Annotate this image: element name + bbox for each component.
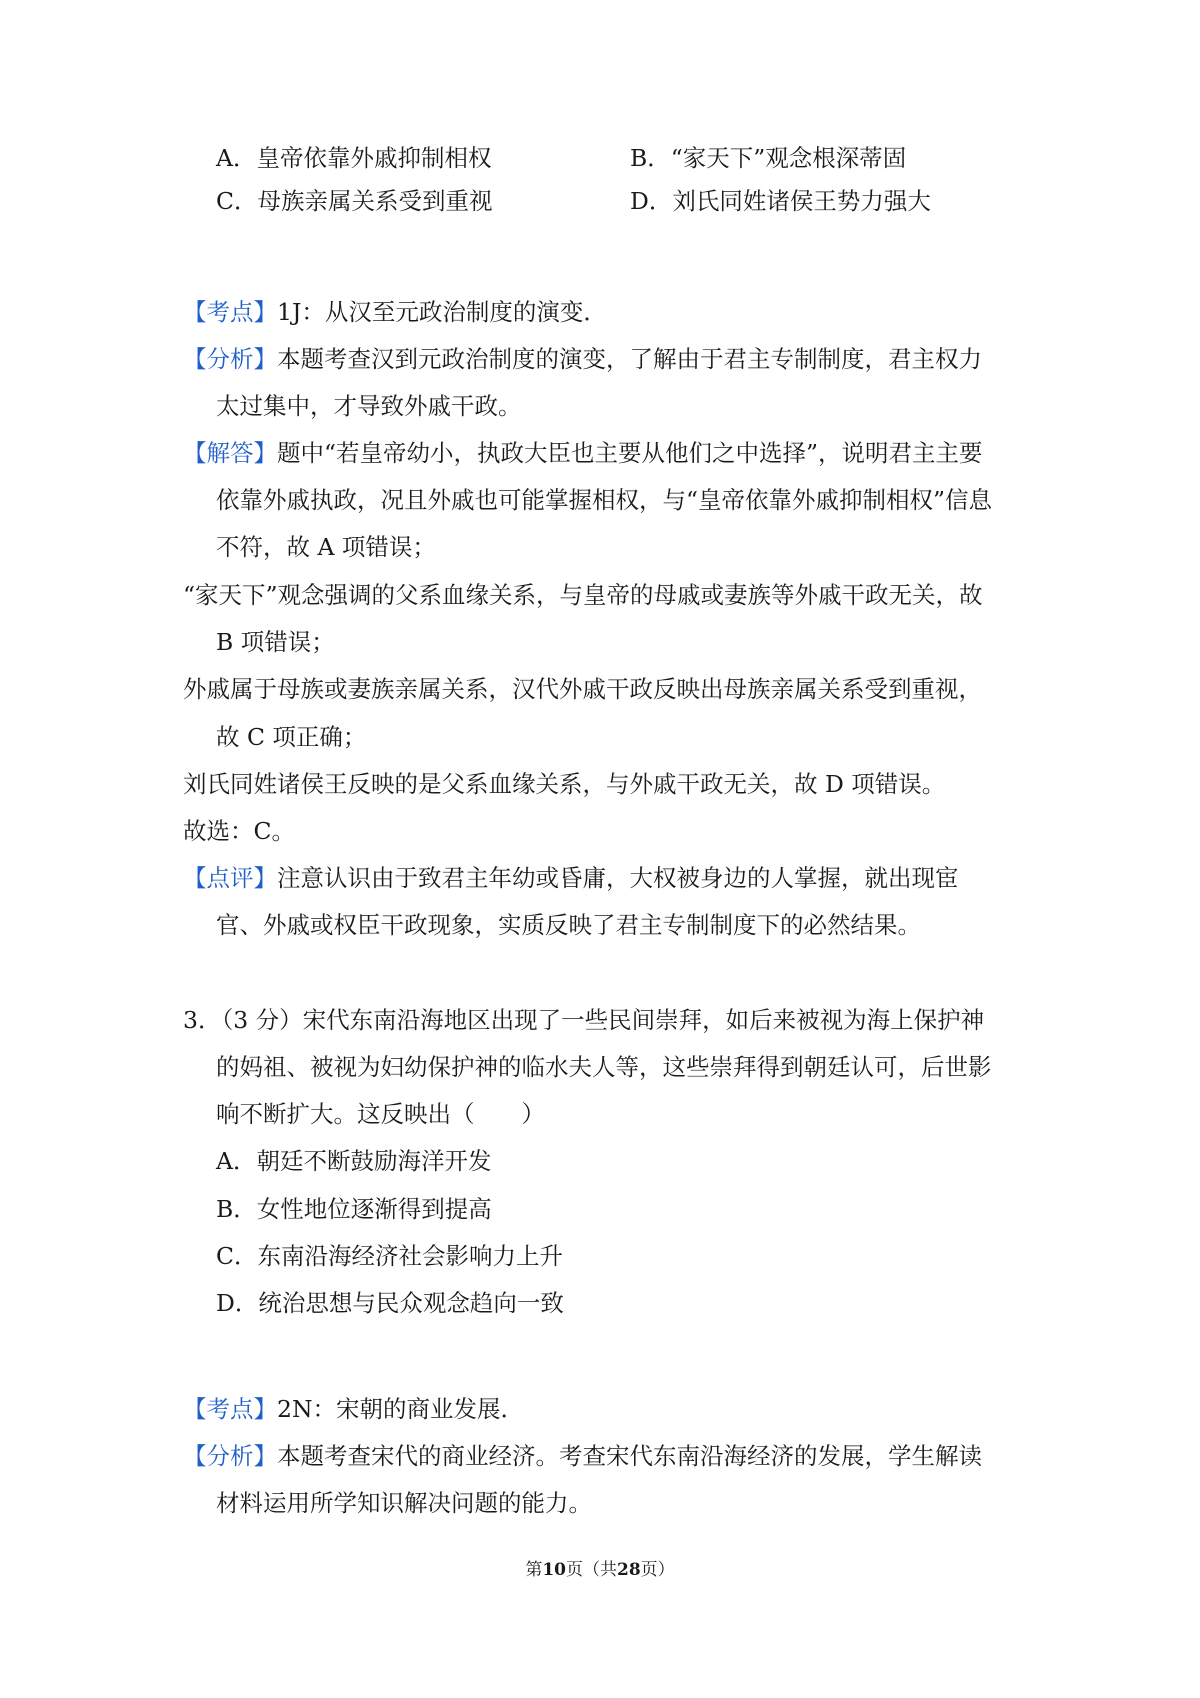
page-footer <box>0 1558 1200 1582</box>
q3-option-b: B．女性地位逐渐得到提高 <box>216 1195 492 1223</box>
q3-fenxi <box>183 1441 982 1471</box>
q2-jieda-line-2: 依靠外戚执政，况且外戚也可能掌握相权，与“皇帝依靠外戚抑制相权”信息 <box>216 486 993 514</box>
footer-prefix: 第 <box>525 1560 543 1580</box>
fenxi-line-1: 本题考查宋代的商业经济。考查宋代东南沿海经济的发展，学生解读 <box>277 1442 982 1470</box>
fenxi-line-1: 本题考查汉到元政治制度的演变，了解由于君主专制制度，君主权力 <box>277 345 982 373</box>
q2-fenxi-line-2: 太过集中，才导致外戚干政。 <box>216 392 522 420</box>
q3-stem-line-1: 3．（3 分）宋代东南沿海地区出现了一些民间崇拜，如后来被视为海上保护神 <box>183 1006 985 1034</box>
q2-jieda <box>183 438 983 468</box>
q2-jieda-line-6: 外戚属于母族或妻族亲属关系，汉代外戚干政反映出母族亲属关系受到重视， <box>183 675 982 703</box>
q2-dianping <box>183 863 959 893</box>
q2-fenxi <box>183 344 982 374</box>
q3-stem-line-3: 响不断扩大。这反映出（ ） <box>216 1100 545 1128</box>
q2-kaodian <box>183 297 607 327</box>
footer-page-number: 10 <box>542 1560 566 1580</box>
kaodian-text: 1J：从汉至元政治制度的演变． <box>277 298 607 326</box>
q2-option-d: D．刘氏同姓诸侯王势力强大 <box>630 187 931 215</box>
kaodian-tag: 【考点】 <box>183 1395 277 1423</box>
q3-option-d: D．统治思想与民众观念趋向一致 <box>216 1289 564 1317</box>
q2-option-c: C．母族亲属关系受到重视 <box>216 187 493 215</box>
q2-option-b: B．“家天下”观念根深蒂固 <box>630 144 907 172</box>
kaodian-tag: 【考点】 <box>183 298 277 326</box>
q3-option-a: A．朝廷不断鼓励海洋开发 <box>216 1147 492 1175</box>
kaodian-text: 2N：宋朝的商业发展． <box>277 1395 525 1423</box>
fenxi-tag: 【分析】 <box>183 1442 277 1470</box>
q2-jieda-line-8: 刘氏同姓诸侯王反映的是父系血缘关系，与外戚干政无关，故 D 项错误。 <box>183 770 946 798</box>
footer-total-pages: 28 <box>617 1560 641 1580</box>
q2-answer: 故选：C。 <box>183 817 295 845</box>
q2-jieda-line-4: “家天下”观念强调的父系血缘关系，与皇帝的母戚或妻族等外戚干政无关，故 <box>183 581 983 609</box>
footer-suffix: 页） <box>640 1560 675 1580</box>
q2-jieda-line-3: 不符，故 A 项错误； <box>216 533 436 561</box>
q2-jieda-line-7: 故 C 项正确； <box>216 723 367 751</box>
jieda-tag: 【解答】 <box>183 439 277 467</box>
dianping-line-1: 注意认识由于致君主年幼或昏庸，大权被身边的人掌握，就出现宦 <box>277 864 959 892</box>
q3-stem-line-2: 的妈祖、被视为妇幼保护神的临水夫人等，这些崇拜得到朝廷认可，后世影 <box>216 1053 992 1081</box>
q3-kaodian <box>183 1394 524 1424</box>
dianping-tag: 【点评】 <box>183 864 277 892</box>
q2-jieda-line-5: B 项错误； <box>216 628 335 656</box>
q3-option-c: C．东南沿海经济社会影响力上升 <box>216 1242 563 1270</box>
q2-dianping-line-2: 官、外戚或权臣干政现象，实质反映了君主专制制度下的必然结果。 <box>216 911 921 939</box>
q2-option-a: A．皇帝依靠外戚抑制相权 <box>216 144 492 172</box>
jieda-line-1: 题中“若皇帝幼小，执政大臣也主要从他们之中选择”，说明君主主要 <box>277 439 983 467</box>
q3-fenxi-line-2: 材料运用所学知识解决问题的能力。 <box>216 1489 592 1517</box>
footer-mid: 页（共 <box>566 1560 617 1580</box>
fenxi-tag: 【分析】 <box>183 345 277 373</box>
